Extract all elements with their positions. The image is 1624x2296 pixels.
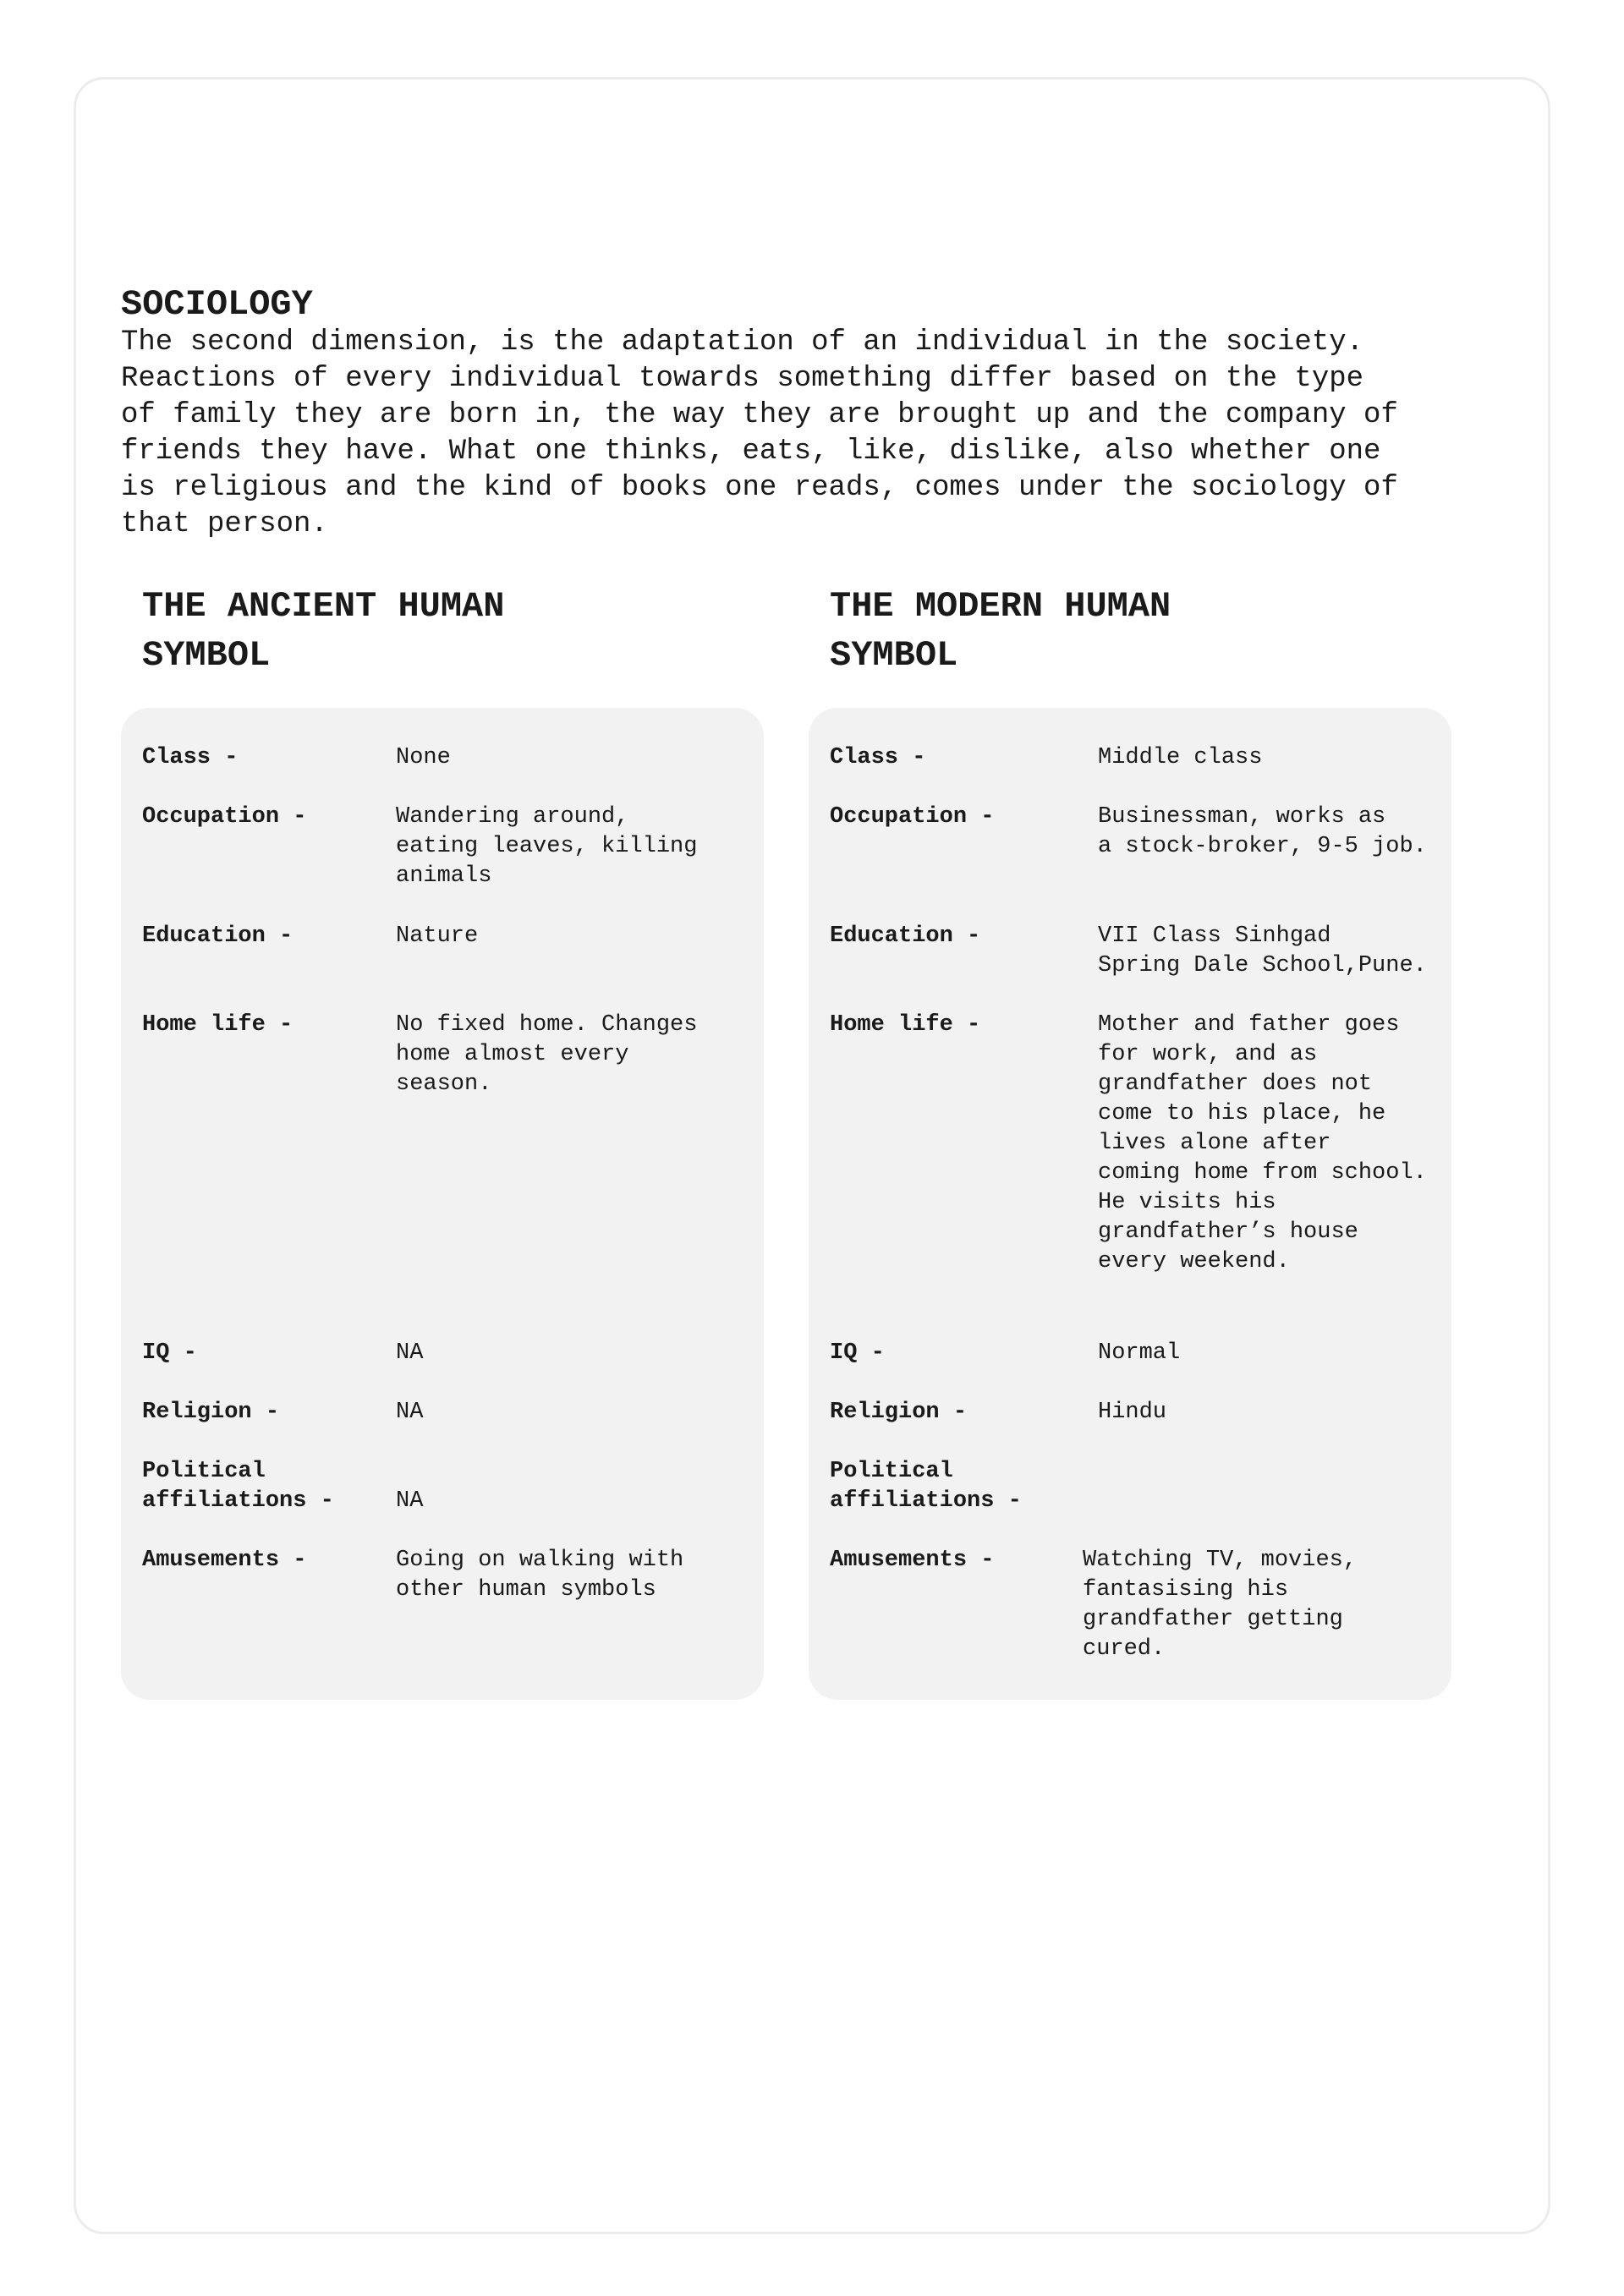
row-value: NA bbox=[396, 1488, 424, 1514]
row-value: Going on walking with other human symbols bbox=[396, 1548, 684, 1603]
row-value: Watching TV, movies, fantasising his grandfather getting cured. bbox=[1083, 1548, 1358, 1662]
row-label: Political affiliations - bbox=[142, 1459, 334, 1514]
row-value: Hindu bbox=[1098, 1400, 1167, 1425]
row-value: Businessman, works as a stock-broker, 9-5 job. bbox=[1098, 804, 1427, 859]
row-label: Religion - bbox=[142, 1400, 280, 1425]
row-value: NA bbox=[396, 1400, 424, 1425]
row-label: Class - bbox=[830, 745, 926, 770]
modern-heading: THE MODERN HUMAN SYMBOL bbox=[830, 586, 1171, 676]
row-value: No fixed home. Changes home almost every season. bbox=[396, 1012, 698, 1097]
row-value: Middle class bbox=[1098, 745, 1263, 770]
row-label: Amusements - bbox=[830, 1548, 995, 1573]
row-value: NA bbox=[396, 1340, 424, 1366]
row-label: Home life - bbox=[142, 1012, 294, 1038]
row-value: Mother and father goes for work, and as grandfather does not come to his place, he lives alone after coming home from school. He visits his grandfather’s house every weekend. bbox=[1098, 1012, 1427, 1274]
row-label: Home life - bbox=[830, 1012, 981, 1038]
ancient-profile-card bbox=[121, 708, 764, 1700]
row-label: IQ - bbox=[142, 1340, 197, 1366]
row-value: Wandering around, eating leaves, killing animals bbox=[396, 804, 698, 889]
row-label: Amusements - bbox=[142, 1548, 307, 1573]
row-value: Normal bbox=[1098, 1340, 1181, 1366]
row-label: Education - bbox=[830, 923, 981, 949]
row-label: Occupation - bbox=[830, 804, 995, 830]
row-label: Religion - bbox=[830, 1400, 968, 1425]
row-label: Education - bbox=[142, 923, 294, 949]
row-label: Class - bbox=[142, 745, 239, 770]
intro-paragraph: The second dimension, is the adaptation of an individual in the society. Reactions of every individual towards something differ based on the type of family they are born in, the way they are brought up and the company of friends they have. What one thinks, eats, like, dislike, also whether one is religious and the kind of books one reads, comes under the sociology of that person. bbox=[121, 326, 1398, 540]
row-value: None bbox=[396, 745, 451, 770]
ancient-heading: THE ANCIENT HUMAN SYMBOL bbox=[142, 586, 505, 676]
row-label: IQ - bbox=[830, 1340, 885, 1366]
row-label: Political affiliations - bbox=[830, 1459, 1022, 1514]
modern-profile-card bbox=[809, 708, 1451, 1700]
section-title: SOCIOLOGY bbox=[121, 284, 313, 325]
row-value: Nature bbox=[396, 923, 479, 949]
row-value: VII Class Sinhgad Spring Dale School,Pune. bbox=[1098, 923, 1427, 978]
row-label: Occupation - bbox=[142, 804, 307, 830]
